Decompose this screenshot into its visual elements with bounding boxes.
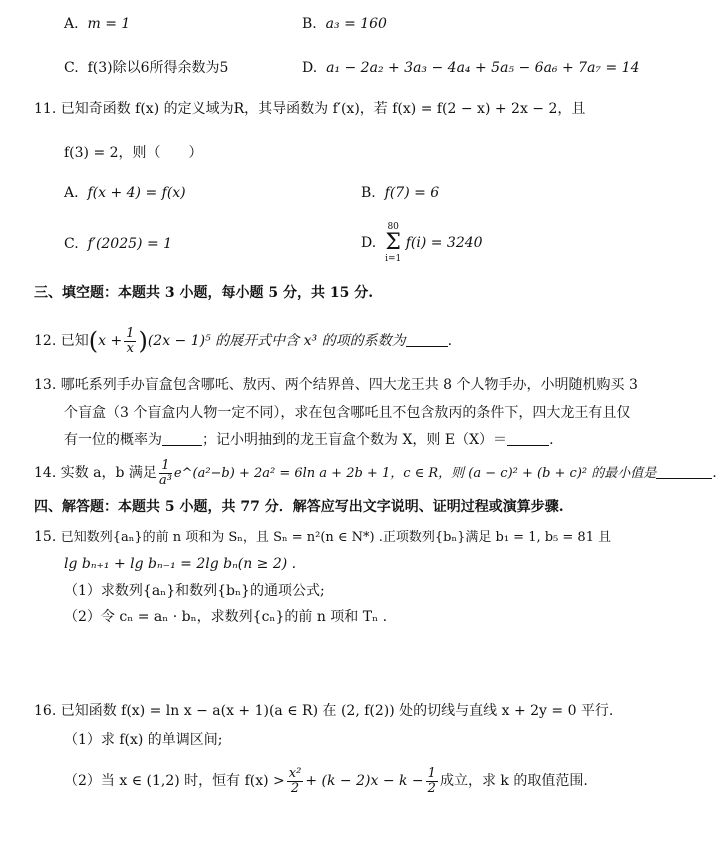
q10-option-c: C. f(3)除以6所得余数为5 <box>64 60 229 76</box>
q10-option-c-text: f(3)除以6所得余数为5 <box>87 60 229 76</box>
q11-option-b: B. f(7) = 6 <box>361 185 440 201</box>
q14: 14. 实数 a，b 满足 $\frac{1}{\text{a³}}$ e^(a²−b) + 2a² = 6ln a + 2b + 1，c ∈ R，则 (a − c)² + (b + c)² 的最小值是 . <box>34 457 717 488</box>
q11-option-a: A. f(x + 4) = f(x) <box>64 185 186 201</box>
q14-fraction: $\frac{1}{\text{a³}}$ <box>158 457 172 488</box>
q10-option-b: B. a₃ = 160 <box>302 16 387 32</box>
q15-line2: lg bₙ₊₁ + lg bₙ₋₁ = 2lg bₙ(n ≥ 2) . <box>64 556 297 572</box>
q16-fraction-2: $\frac{1}{2}$ <box>427 765 436 796</box>
q15-part2: （2）令 cₙ = aₙ · bₙ，求数列{cₙ}的前 n 项和 Tₙ . <box>64 609 388 625</box>
q11-option-d: D. 80 Σ i=1 f(i) = 3240 <box>361 222 483 264</box>
q15-part1: （1）求数列{aₙ}和数列{bₙ}的通项公式; <box>64 583 325 599</box>
section-4-title: 四、解答题：本题共 5 小题，共 77 分．解答应写出文字说明、证明过程或演算步骤. <box>34 499 564 515</box>
q14-answer-blank[interactable] <box>656 464 712 479</box>
q16-part2: （2）当 x ∈ (1,2) 时，恒有 f(x) > $\frac{\text{x²}}{2}$ + (k − 2)x − k − $\frac{1}{2}$ 成立，求 k 的取值范围. <box>64 765 588 796</box>
q16-line1: 16. 已知函数 f(x) = ln x − a(x + 1)(a ∈ R) 在 (2, f(2)) 处的切线与直线 x + 2y = 0 平行. <box>34 703 614 719</box>
q10-option-d: D. a₁ − 2a₂ + 3a₃ − 4a₄ + 5a₅ − 6a₆ + 7a₇ = 14 <box>302 60 640 76</box>
q12-answer-blank[interactable] <box>406 332 448 347</box>
q11-stem-line1: 11. 已知奇函数 f(x) 的定义域为R，其导函数为 f′(x)，若 f(x) = f(2 − x) + 2x − 2，且 <box>34 101 586 117</box>
q13-answer-blank-1[interactable] <box>162 431 202 446</box>
q10-option-b-text: a₃ = 160 <box>325 16 387 32</box>
q16-part1: （1）求 f(x) 的单调区间; <box>64 732 223 748</box>
q11-stem-line2: f(3) = 2，则（ ） <box>64 145 203 161</box>
q13-answer-blank-2[interactable] <box>507 431 549 446</box>
summation-symbol: 80 Σ i=1 <box>385 222 402 264</box>
section-3-title: 三、填空题：本题共 3 小题，每小题 5 分，共 15 分. <box>34 285 374 301</box>
q16-fraction-1: $\frac{\text{x²}}{2}$ <box>288 765 302 796</box>
q12-fraction: $\frac{1}{x}$ <box>126 325 135 356</box>
q10-option-a: A. m = 1 <box>64 16 131 32</box>
q12: 12. 已知(x + $\frac{1}{x}$ )(2x − 1)⁵ 的展开式中含 x³ 的项的系数为 . <box>34 325 453 356</box>
q10-option-a-text: m = 1 <box>87 16 131 32</box>
q13-line2: 个盲盒（3 个盲盒内人物一定不同），求在包含哪吒且不包含敖丙的条件下，四大龙王有且仅 <box>64 405 631 421</box>
q13-line3: 有一位的概率为 ；记小明抽到的龙王盲盒个数为 X，则 E（X）＝ . <box>64 432 554 448</box>
q11-option-c: C. f′(2025) = 1 <box>64 236 173 252</box>
q10-option-d-text: a₁ − 2a₂ + 3a₃ − 4a₄ + 5a₅ − 6a₆ + 7a₇ = 14 <box>326 60 640 76</box>
q15-line1: 15. 已知数列{aₙ}的前 n 项和为 Sₙ，且 Sₙ = n²(n ∈ N*) .正项数列{bₙ}满足 b₁ = 1, b₅ = 81 且 <box>34 529 612 545</box>
q13-line1: 13. 哪吒系列手办盲盒包含哪吒、敖丙、两个结界兽、四大龙王共 8 个人物手办，小明随机购买 3 <box>34 377 638 393</box>
